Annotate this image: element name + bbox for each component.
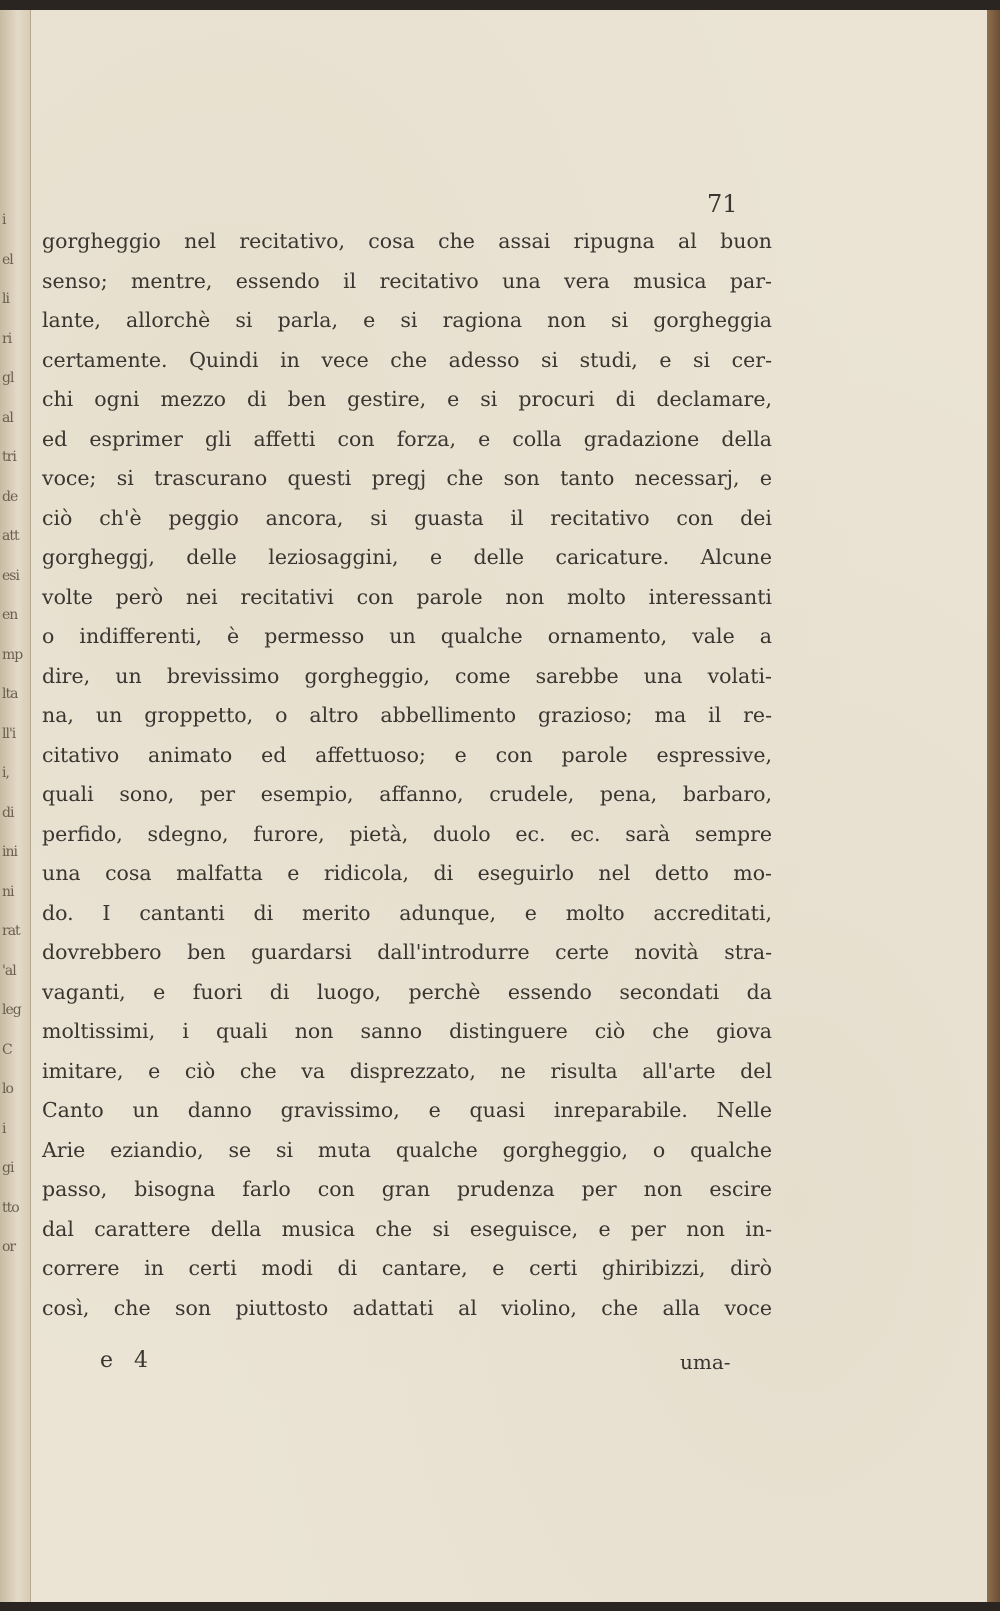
text-line: lante, allorchè si parla, e si ragiona non si gorgheggia <box>42 308 772 332</box>
gutter-text-fragment: att <box>2 528 19 544</box>
text-line: Canto un danno gravissimo, e quasi inreparabile. Nelle <box>42 1098 772 1122</box>
gutter-text-fragment: el <box>2 251 13 268</box>
gutter-text-fragment: esi <box>2 567 19 584</box>
gutter-text-fragment: ini <box>2 844 17 860</box>
gutter-text-fragment: i, <box>2 765 9 781</box>
text-line: do. I cantanti di merito adunque, e molto accreditati, <box>42 900 772 925</box>
text-line: passo, bisogna farlo con gran prudenza per non escire <box>42 1177 772 1201</box>
text-line: dovrebbero ben guardarsi dall'introdurre certe novità stra- <box>42 940 772 964</box>
catchword: uma- <box>680 1350 731 1374</box>
text-line: senso; mentre, essendo il recitativo una vera musica par- <box>42 268 772 293</box>
gutter-text-fragment: tto <box>2 1199 19 1216</box>
gutter-text-fragment: 'al <box>2 962 16 979</box>
gutter-text-fragment: ll'i <box>2 725 16 742</box>
gutter-text-fragment: leg <box>2 1002 21 1018</box>
text-line: ciò ch'è peggio ancora, si guasta il recitativo con dei <box>42 505 772 530</box>
gutter-text-fragment: tri <box>2 449 16 465</box>
text-line: gorgheggio nel recitativo, cosa che assai ripugna al buon <box>42 229 772 253</box>
text-line: correre in certi modi di cantare, e certi ghiribizzi, dirò <box>42 1256 772 1280</box>
gutter-text-fragment: gl <box>2 370 14 386</box>
gutter-text-fragment: al <box>2 409 13 426</box>
gutter-text-fragment: i <box>2 212 6 228</box>
body-text <box>42 222 772 1328</box>
page-number: 71 <box>707 190 738 218</box>
text-line: na, un groppetto, o altro abbellimento grazioso; ma il re- <box>42 703 772 727</box>
text-line: o indifferenti, è permesso un qualche ornamento, vale a <box>42 624 772 648</box>
gutter-text-fragment: lta <box>2 686 18 702</box>
text-line: dire, un brevissimo gorgheggio, come sarebbe una volati- <box>42 663 772 688</box>
gutter-text-fragment: di <box>2 804 14 821</box>
text-line: imitare, e ciò che va disprezzato, ne risulta all'arte del <box>42 1058 772 1083</box>
gutter-text-fragment: C <box>2 1041 12 1058</box>
text-line: voce; si trascurano questi pregj che son tanto necessarj, e <box>42 466 772 490</box>
gutter-text-fragment: i <box>2 1120 6 1137</box>
book-fore-edge <box>987 10 1000 1602</box>
text-line: ed esprimer gli affetti con forza, e colla gradazione della <box>42 426 772 451</box>
text-line: così, che son piuttosto adattati al violino, che alla voce <box>42 1295 772 1320</box>
text-line: una cosa malfatta e ridicola, di eseguirlo nel detto mo- <box>42 861 772 885</box>
text-line: chi ogni mezzo di ben gestire, e si procuri di declamare, <box>42 387 772 411</box>
facing-page-gutter <box>0 10 31 1602</box>
text-line: perfido, sdegno, furore, pietà, duolo ec. ec. sarà sempre <box>42 821 772 846</box>
gutter-text-fragment: gi <box>2 1160 14 1176</box>
gutter-text-fragment: en <box>2 607 18 623</box>
text-line: dal carattere della musica che si eseguisce, e per non in- <box>42 1216 772 1241</box>
gutter-text-fragment: lo <box>2 1081 13 1097</box>
text-line: quali sono, per esempio, affanno, crudele, pena, barbaro, <box>42 782 772 806</box>
text-line: volte però nei recitativi con parole non molto interessanti <box>42 584 772 609</box>
gutter-text-fragment: de <box>2 488 18 505</box>
text-line: Arie eziandio, se si muta qualche gorgheggio, o qualche <box>42 1137 772 1162</box>
gutter-text-fragment: li <box>2 291 9 307</box>
printer-signature-mark: e 4 <box>100 1348 149 1373</box>
gutter-text-fragment: rat <box>2 923 20 939</box>
text-line: vaganti, e fuori di luogo, perchè essendo secondati da <box>42 979 772 1004</box>
text-line: gorgheggj, delle leziosaggini, e delle caricature. Alcune <box>42 545 772 569</box>
gutter-text-fragment: mp <box>2 646 23 663</box>
text-line: certamente. Quindi in vece che adesso si studi, e si cer- <box>42 347 772 372</box>
gutter-text-fragment: or <box>2 1239 16 1255</box>
text-line: citativo animato ed affettuoso; e con parole espressive, <box>42 742 772 767</box>
gutter-text-fragment: ni <box>2 883 14 900</box>
text-line: moltissimi, i quali non sanno distinguere ciò che giova <box>42 1019 772 1043</box>
gutter-text-fragment: ri <box>2 330 12 347</box>
